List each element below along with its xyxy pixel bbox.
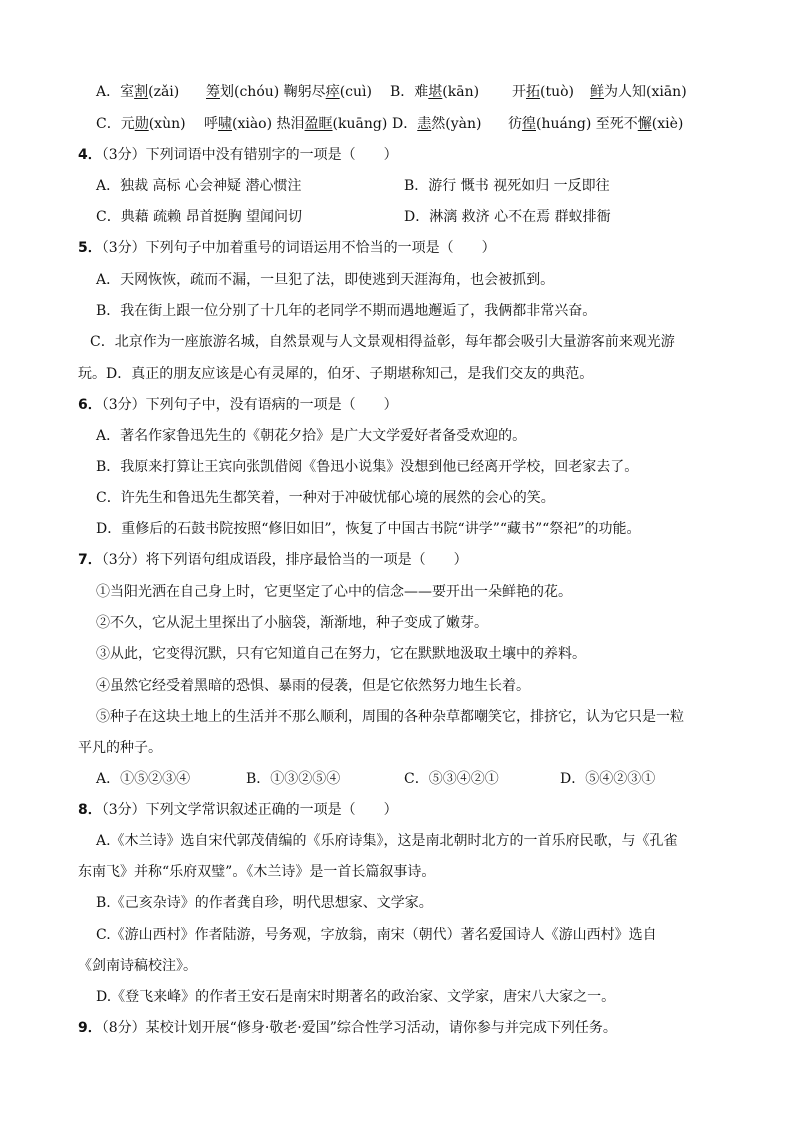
text: C．元 [96, 116, 135, 132]
q3-option-d-rest [508, 114, 683, 134]
q9-stem [78, 1018, 617, 1038]
q8-stem [78, 800, 398, 820]
q4-option-c: C．典藉 疏赖 昂首挺胸 望闻问切 [96, 209, 303, 225]
question-text: （3分）下列句子中，没有语病的一项是（ ） [101, 397, 398, 413]
q6-option-b: B．我原来打算让王宾向张凯借阅《鲁迅小说集》没想到他已经离开学校，回老家去了。 [96, 459, 639, 475]
q5-option-c-d: 玩。D．真正的朋友应该是心有灵犀的，伯牙、子期堪称知己，是我们交友的典范。 [78, 366, 594, 382]
q7-option-b: B．①③②⑤④ [246, 771, 341, 787]
underlined-char: 筹 [206, 84, 220, 100]
underlined-char: 鲜 [590, 84, 604, 100]
q7-sentence-3: ③从此，它变得沉默，只有它知道自己在努力，它在默默地汲取土壤中的养料。 [96, 646, 586, 662]
text: 划(chóu) 鞠躬尽 [220, 84, 326, 100]
text: (zǎi) [148, 84, 180, 100]
question-text: （3分）下列词语中没有错别字的一项是（ ） [101, 147, 398, 163]
text: 为人知(xiān) [604, 84, 687, 100]
q6-option-a: A．著名作家鲁迅先生的《朝花夕拾》是广大文学爱好者备受欢迎的。 [96, 428, 527, 444]
underlined-char: 啸 [218, 116, 232, 132]
q4-option-d: D．淋漓 救济 心不在焉 群蚁排衙 [404, 209, 611, 225]
q7-sentence-5: ⑤种子在这块土地上的生活并不那么顺利，周围的各种杂草都嘲笑它，排挤它，认为它只是一粒 [96, 709, 684, 725]
text: (kuāng) [332, 116, 388, 132]
q6-option-c: C．许先生和鲁迅先生都笑着，一种对于冲破忧郁心境的展然的会心的笑。 [96, 490, 555, 506]
text: B．难 [390, 84, 429, 100]
q5-stem [78, 238, 496, 258]
underlined-char: 恚 [417, 116, 432, 132]
question-number: 6． [78, 397, 102, 413]
q8-option-c: C.《游山西村》作者陆游，号务观，字放翁，南宋（朝代）著名爱国诗人《游山西村》选自 [96, 927, 657, 943]
q3-option-b-rest [512, 82, 574, 102]
q5-option-b: B．我在街上跟一位分别了十几年的老同学不期而遇地邂逅了，我俩都非常兴奋。 [96, 303, 597, 319]
q8-option-c-cont: 《剑南诗稿校注》。 [78, 958, 197, 974]
q4-stem [78, 145, 398, 165]
text: (cuì) [339, 84, 372, 100]
text: D． [392, 116, 418, 132]
underlined-char: 瘁 [325, 84, 340, 100]
underlined-char: 徨 [522, 116, 536, 132]
q7-option-c: C．⑤③④②① [404, 771, 499, 787]
text: 呼 [204, 116, 218, 132]
q7-option-d: D．⑤④②③① [560, 771, 656, 787]
text: 然(yàn) [431, 116, 482, 132]
question-text: （3分）下列文学常识叙述正确的一项是（ ） [101, 802, 398, 818]
text: (tuò) [540, 84, 574, 100]
q7-sentence-1: ①当阳光洒在自己身上时，它更坚定了心中的信念——要开出一朵鲜艳的花。 [96, 584, 572, 600]
underlined-char: 割 [134, 84, 149, 100]
q3-option-b-last [590, 82, 687, 102]
text: (huáng) 至死不 [536, 116, 638, 132]
text: 彷 [508, 116, 522, 132]
q7-sentence-4: ④虽然它经受着黑暗的恐惧、暴雨的侵袭，但是它依然努力地生长着。 [96, 678, 530, 694]
q6-option-d: D．重修后的石鼓书院按照“修旧如旧”，恢复了中国古书院“讲学”“藏书”“祭祀”的功能。 [96, 521, 641, 537]
q3-option-b [390, 82, 479, 102]
underlined-char: 盈眶 [304, 116, 333, 132]
q7-option-a: A．①⑤②③④ [96, 771, 191, 787]
q7-stem [78, 550, 468, 570]
q5-option-c: C．北京作为一座旅游名城，自然景观与人文景观相得益彰，每年都会吸引大量游客前来观光游 [90, 334, 675, 350]
q7-sentence-5-cont: 平凡的种子。 [78, 740, 162, 756]
question-number: 7． [78, 552, 102, 568]
q4-option-b: B．游行 慨书 视死如归 一反即往 [404, 178, 610, 194]
q7-sentence-2: ②不久，它从泥土里探出了小脑袋，渐渐地，种子变成了嫩芽。 [96, 615, 488, 631]
q8-option-a: A.《木兰诗》选自宋代郭茂倩编的《乐府诗集》，这是南北朝时北方的一首乐府民歌，与《孔雀 [96, 833, 678, 849]
q3-option-a [96, 82, 179, 102]
question-number: 9． [78, 1020, 102, 1036]
question-number: 5． [78, 240, 102, 256]
q3-option-d [392, 114, 481, 134]
q3-option-c-rest [204, 114, 387, 134]
underlined-char: 懈 [637, 116, 652, 132]
text: (xiào) 热泪 [232, 116, 305, 132]
q5-option-a: A．天网恢恢，疏而不漏，一旦犯了法，即使逃到天涯海角，也会被抓到。 [96, 272, 555, 288]
q8-option-b: B.《己亥杂诗》的作者龚自珍，明代思想家、文学家。 [96, 895, 433, 911]
q4-option-a: A．独裁 高标 心会神疑 潜心惯注 [96, 178, 302, 194]
underlined-char: 拓 [526, 84, 540, 100]
text: (kān) [442, 84, 480, 100]
underlined-char: 勋 [134, 116, 149, 132]
text: (xùn) [148, 116, 186, 132]
text: 开 [512, 84, 526, 100]
question-number: 4． [78, 147, 102, 163]
text: (xiè) [651, 116, 684, 132]
q3-option-a-rest [206, 82, 372, 102]
text: A．室 [96, 84, 135, 100]
question-number: 8． [78, 802, 102, 818]
q8-option-d: D.《登飞来峰》的作者王安石是南宋时期著名的政治家、文学家，唐宋八大家之一。 [96, 989, 616, 1005]
q3-option-c [96, 114, 186, 134]
question-text: （3分）将下列语句组成语段，排序最恰当的一项是（ ） [101, 552, 468, 568]
question-text: （3分）下列句子中加着重号的词语运用不恰当的一项是（ ） [101, 240, 496, 256]
q6-stem [78, 395, 398, 415]
q8-option-a-cont: 东南飞》并称“乐府双璧”。《木兰诗》是一首长篇叙事诗。 [78, 864, 436, 880]
question-text: （8分）某校计划开展“修身·敬老·爱国”综合性学习活动，请你参与并完成下列任务。 [101, 1020, 617, 1036]
underlined-char: 堪 [428, 84, 443, 100]
